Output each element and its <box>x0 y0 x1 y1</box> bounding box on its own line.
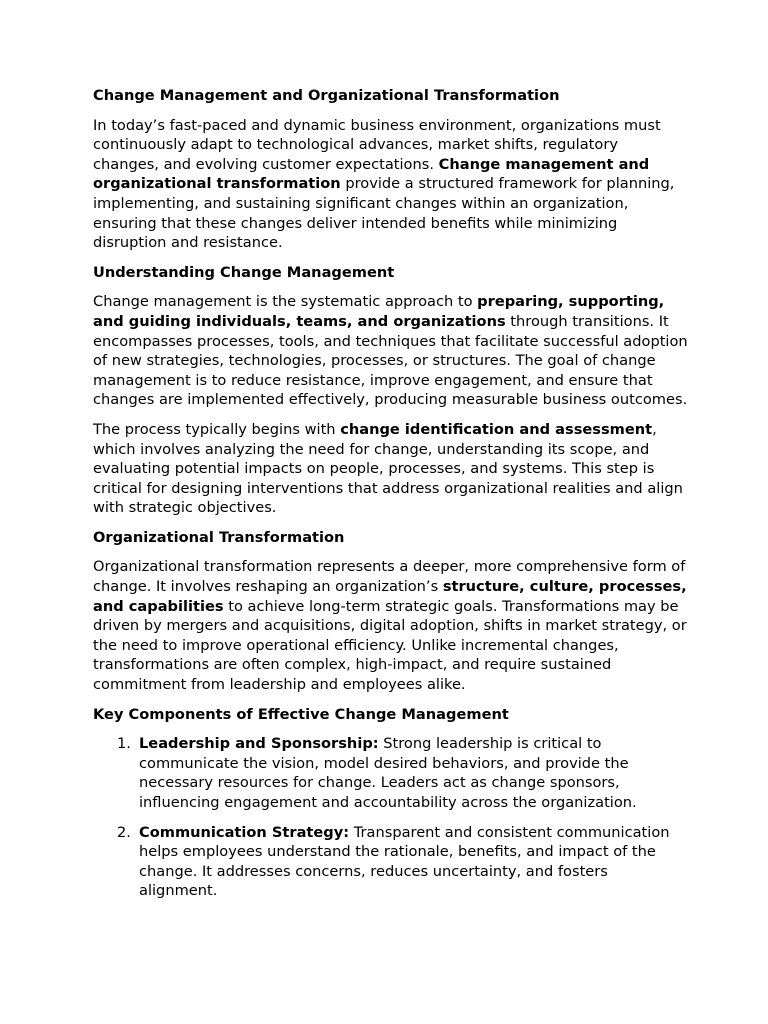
list-item-label: Communication Strategy: <box>139 823 350 841</box>
intro-text-2: provide a structured framework for planning, implementing, and sustaining significant changes within an organization, ensuring that these changes deliver intended benefits while minimizing disruption and resistance. <box>93 175 675 252</box>
ot-p1-text-2: to achieve long-term strategic goals. Transformations may be driven by mergers and acquisitions, digital adoption, shifts in market strategy, or the need to improve operational efficiency. Unlike incremental changes, transformations are often complex, high-impact, and require sustained commitment from leadership and employees alike. <box>93 597 687 694</box>
list-item-number: 2. <box>117 823 131 841</box>
change-management-paragraph-2 <box>93 420 688 518</box>
document-title: Change Management and Organizational Transformation <box>93 87 560 104</box>
section-heading-key-components: Key Components of Effective Change Management <box>93 705 509 723</box>
cm-p2-text-2: , which involves analyzing the need for change, understanding its scope, and evaluating potential impacts on people, processes, and systems. This step is critical for designing interventions that address organizational realities and align with strategic objectives. <box>93 420 683 517</box>
cm-p2-text-1: The process typically begins with <box>93 420 341 438</box>
list-item <box>93 734 688 812</box>
ot-p1-text-1: Organizational transformation represents a deeper, more comprehensive form of change. It involves reshaping an organization’s <box>93 558 686 596</box>
intro-bold-1: Change management and organizational transformation <box>93 155 650 193</box>
key-components-list <box>93 734 688 901</box>
section-heading-change-management: Understanding Change Management <box>93 263 395 281</box>
cm-p1-bold-1: preparing, supporting, and guiding individuals, teams, and organizations <box>93 293 665 330</box>
intro-text-1: In today’s fast-paced and dynamic business environment, organizations must continuously adapt to technological advances, market shifts, regulatory changes, and evolving customer expectations. <box>93 116 661 173</box>
list-item-text: Transparent and consistent communication helps employees understand the rationale, benefits, and impact of the change. It addresses concerns, reduces uncertainty, and fosters alignment. <box>139 823 670 900</box>
cm-p1-text-1: Change management is the systematic approach to <box>93 293 478 311</box>
list-item-label: Leadership and Sponsorship: <box>139 735 379 753</box>
ot-p1-bold-1: structure, culture, processes, and capabilities <box>93 578 687 615</box>
section-heading-organizational-transformation: Organizational Transformation <box>93 528 345 546</box>
list-item-number: 1. <box>117 735 131 753</box>
list-item <box>93 823 688 901</box>
cm-p2-bold-1: change identification and assessment <box>340 420 653 438</box>
cm-p1-text-2: through transitions. It encompasses processes, tools, and techniques that facilitate successful adoption of new strategies, technologies, processes, or structures. The goal of change management is to reduce resistance, improve engagement, and ensure that changes are implemented effectively, producing measurable business outcomes. <box>93 312 688 409</box>
list-item-text: Strong leadership is critical to communicate the vision, model desired behaviors, and provide the necessary resources for change. Leaders act as change sponsors, influencing engagement and accountability across the organization. <box>139 735 637 811</box>
transformation-paragraph <box>93 557 688 694</box>
change-management-paragraph-1 <box>93 292 688 410</box>
intro-paragraph <box>93 116 688 253</box>
